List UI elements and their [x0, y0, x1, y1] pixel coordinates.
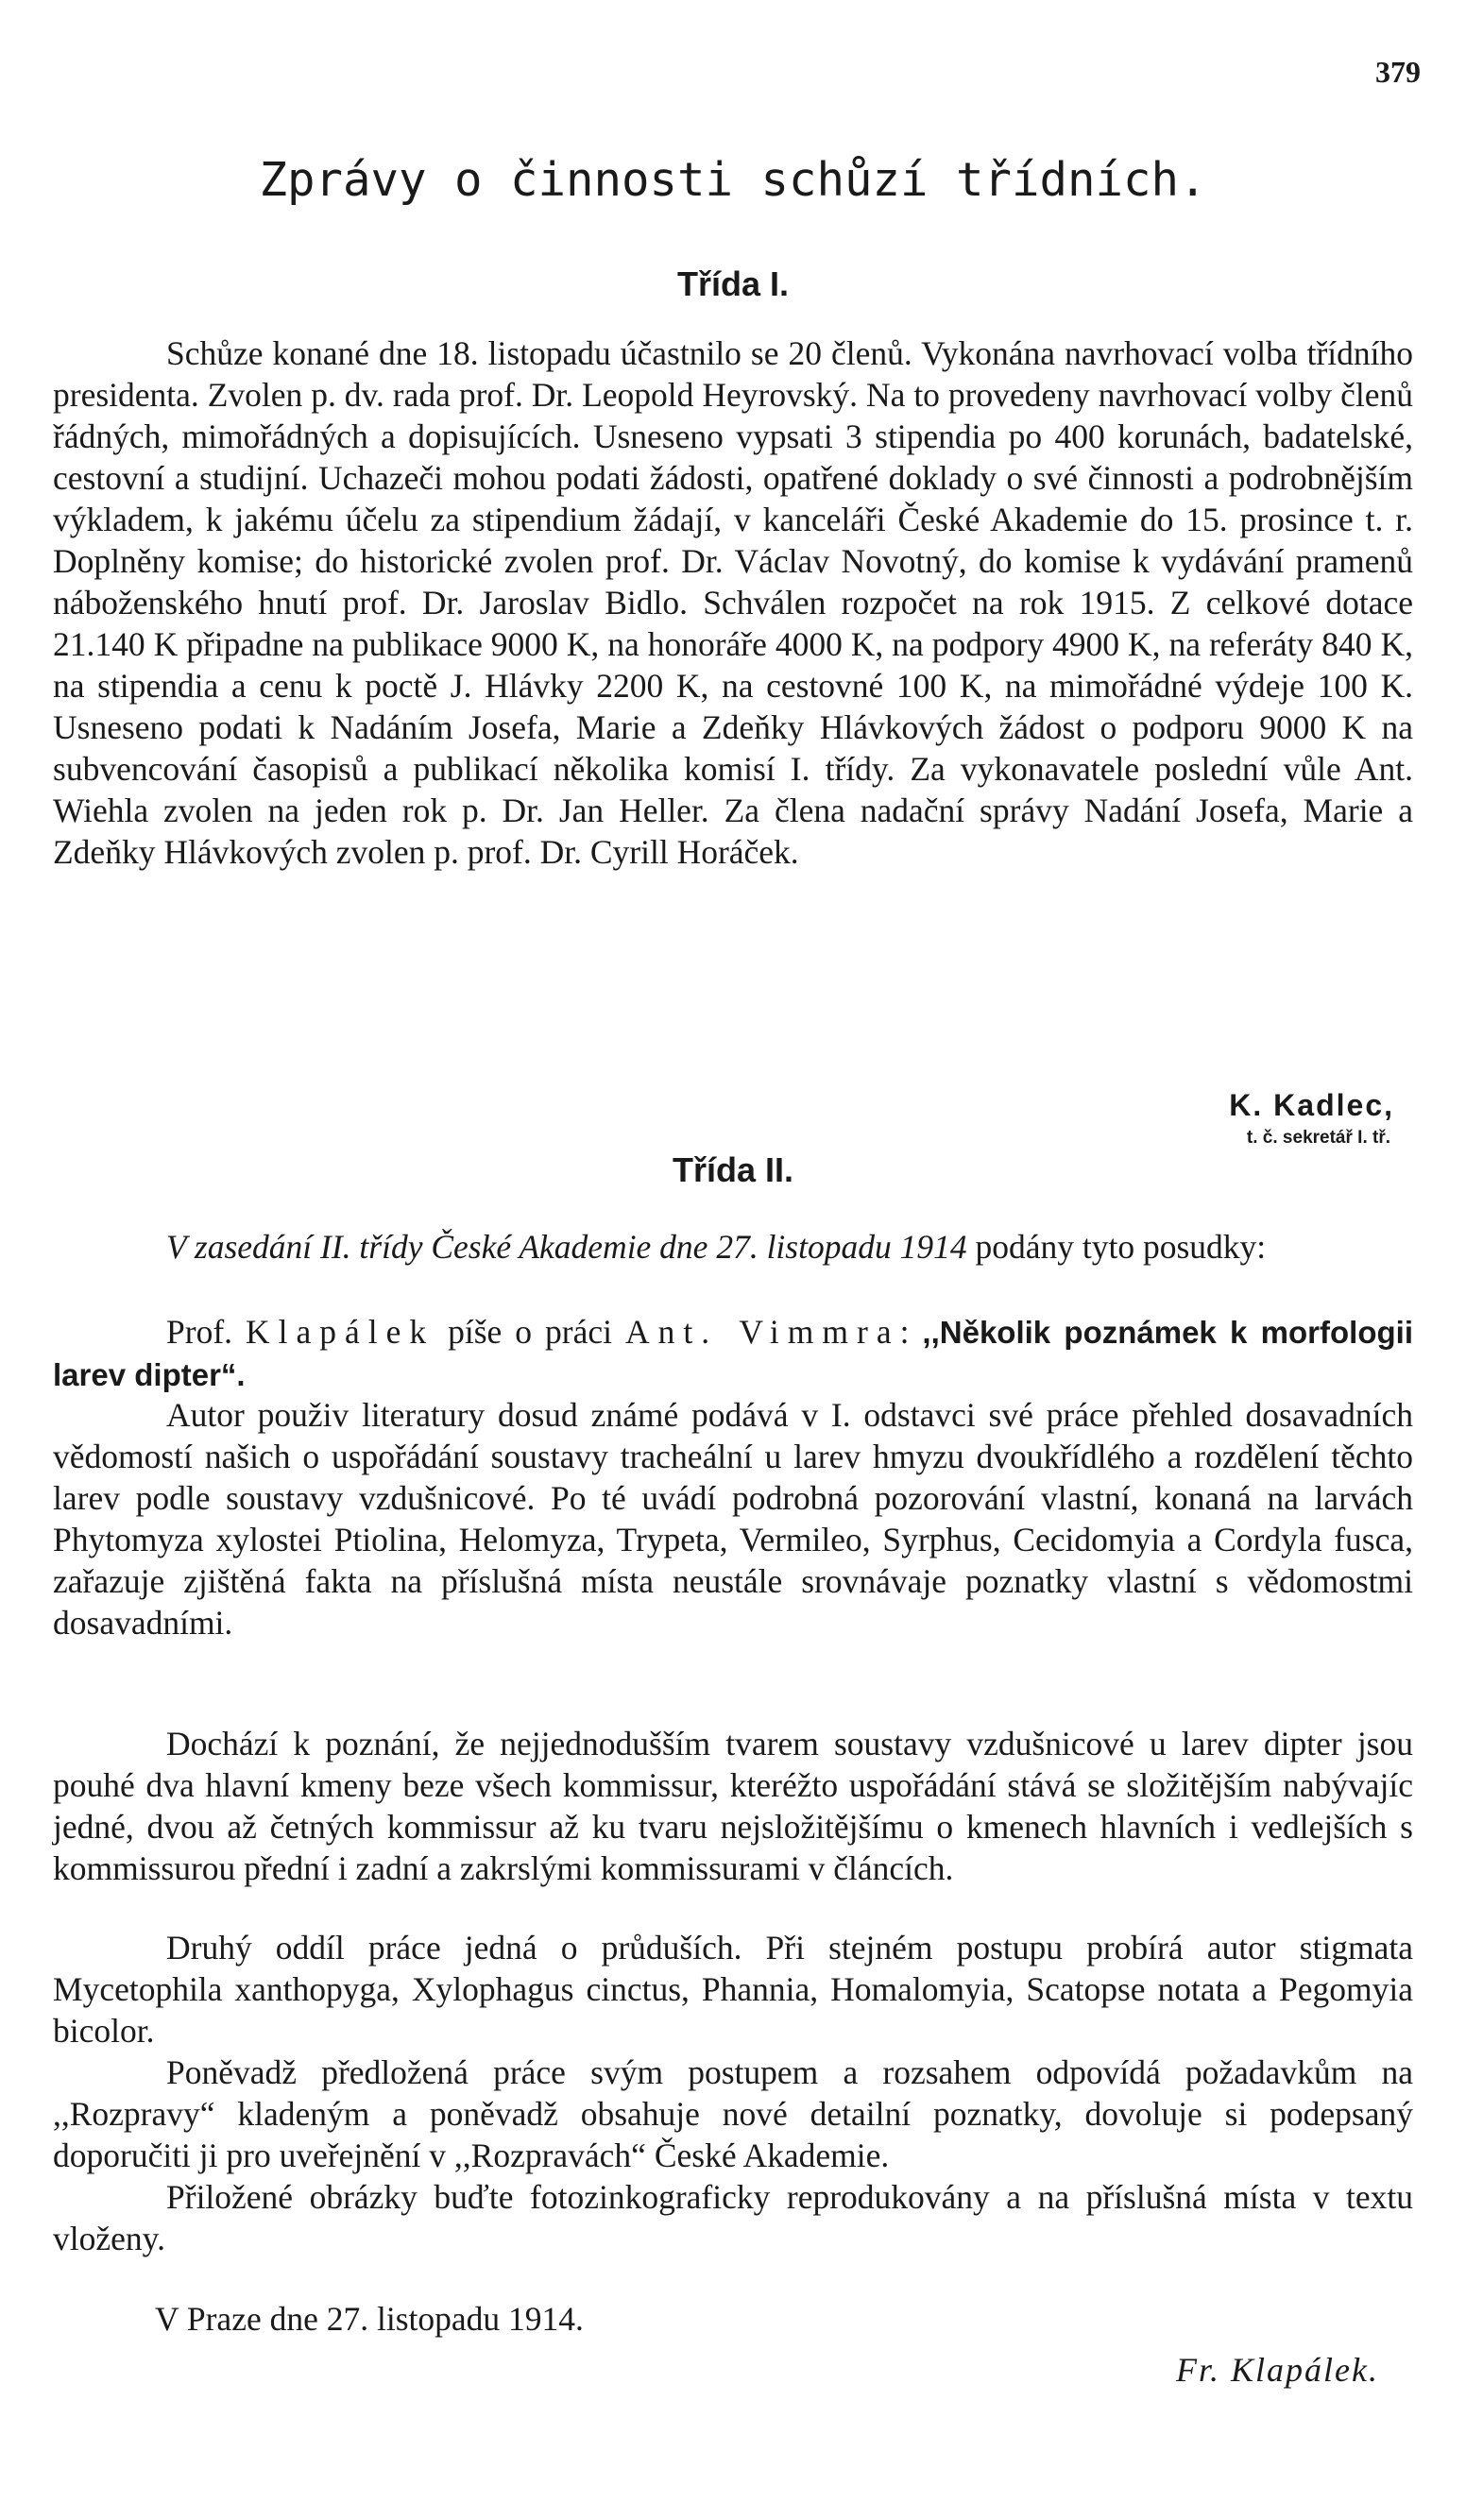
page-number: 379	[1375, 55, 1421, 89]
body-paragraph-4: Poněvadž předložená práce svým postupem a rozsahem odpovídá požadavkům na ,,Rozpravy“ kladeným a poněvadž obsahuje nové detailní poznatky, dovoluje si podepsaný doporučiti ji pro uveřejnění v ,,Rozpravách“ České Akademie.	[53, 2053, 1413, 2174]
signature-name: K. Kadlec,	[1229, 1088, 1394, 1122]
signature-role: t. č. sekretář I. tř.	[1246, 1128, 1390, 1148]
intro-italic: V zasedání II. třídy České Akademie dne 27. listopadu 1914	[166, 1228, 967, 1266]
section-heading-trida-2: Třída II.	[672, 1150, 794, 1189]
body-paragraph-3: Druhý oddíl práce jedná o průduších. Při stejném postupu probírá autor stigmata Mycetophila xanthopyga, Xylophagus cinctus, Phannia, Homalomyia, Scatopse notata a Pegomyia bicolor.	[53, 1929, 1413, 2050]
review-colon: :	[899, 1313, 923, 1351]
review-mid: píše o práci	[435, 1313, 625, 1351]
section-heading-trida-1: Třída I.	[676, 264, 790, 303]
section-1-paragraph: Schůze konané dne 18. listopadu účastnilo se 20 členů. Vykonána navrhovací volba třídního presidenta. Zvolen p. dv. rada prof. Dr. Leopold Heyrovský. Na to provedeny navrhovací volby členů řádných, mimořádných a dopisujících. Usneseno vypsati 3 stipendia po 400 korunách, badatelské, cestovní a studijní. Uchazeči mohou podati žádosti, opatřené doklady o své činnosti a podrobnějším výkladem, k jakému účelu za stipendium žádají, v kanceláři České Akademie do 15. prosince t. r. Doplněny komise; do historické zvolen prof. Dr. Václav Novotný, do komise k vydávání pramenů náboženského hnutí prof. Dr. Jaroslav Bidlo. Schválen rozpočet na rok 1915. Z celkové dotace 21.140 K připadne na publikace 9000 K, na honoráře 4000 K, na podpory 4900 K, na referáty 840 K, na stipendia a cenu k poctě J. Hlávky 2200 K, na cestovné 100 K, na mimořádné výdeje 100 K. Usneseno podati k Nadáním Josefa, Marie a Zdeňky Hlávkových žádost o podporu 9000 K na subvencování časopisů a publikací několika komisí I. třídy. Za vykonavatele poslední vůle Ant. Wiehla zvolen na jeden rok p. Dr. Jan Heller. Za člena nadační správy Nadání Josefa, Marie a Zdeňky Hlávkových zvolen p. prof. Dr. Cyrill Horáček.	[53, 334, 1413, 871]
final-signature: Fr. Klapálek.	[1176, 2351, 1379, 2389]
closing-date: V Praze dne 27. listopadu 1914.	[155, 2300, 584, 2338]
review-title: ,,Několik poznámek k morfologii larev dipter“.	[53, 1315, 1413, 1392]
page-title: Zprávy o činnosti schůzí třídních.	[259, 153, 1207, 207]
review-statement	[53, 1311, 1413, 1396]
body-paragraph-5: Přiložené obrázky buďte fotozinkograficky reprodukovány a na příslušná místa v textu vloženy.	[53, 2178, 1413, 2257]
review-author: Klapálek	[246, 1313, 435, 1351]
section-2-intro	[53, 1226, 1413, 1268]
intro-rest: podány tyto posudky:	[966, 1228, 1267, 1266]
review-lead: Prof.	[166, 1313, 246, 1351]
body-paragraph-2: Dochází k poznání, že nejjednodušším tvarem soustavy vzdušnicové u larev dipter jsou pouhé dva hlavní kmeny beze všech kommissur, kteréžto uspořádání stává se složitějším nabývajíc jedné, dvou až četných kommissur až ku tvaru nejsložitějšímu o kmenech hlavních i vedlejších s kommissurou přední i zadní a zakrslými kommissurami v článcích.	[53, 1725, 1413, 1887]
review-subject: Ant. Vimmra	[624, 1313, 900, 1351]
body-paragraph-1: Autor použiv literatury dosud známé podává v I. odstavci své práce přehled dosavadních vědomostí našich o uspořádání soustavy tracheální u larev hmyzu dvoukřídlého a rozdělení těchto larev podle soustavy vzdušnicové. Po té uvádí podrobná pozorování vlastní, konaná na larvách Phytomyza xylostei Ptiolina, Helomyza, Trypeta, Vermileo, Syrphus, Cecidomyia a Cordyla fusca, zařazuje zjištěná fakta na příslušná místa neustále srovnávaje poznatky vlastní s vědomostmi dosavadními.	[53, 1396, 1413, 1642]
